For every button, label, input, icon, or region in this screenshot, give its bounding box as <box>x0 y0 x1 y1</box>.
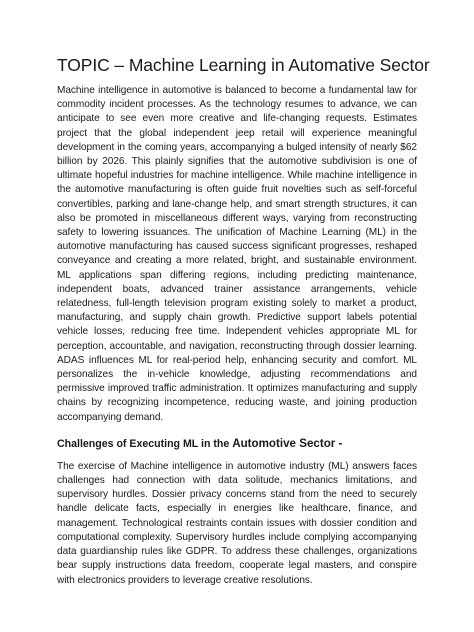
section-heading-part2: Automotive Sector - <box>232 436 343 450</box>
intro-paragraph: Machine intelligence in automotive is balanced to become a fundamental law for commodity incident processes. As the technology resumes to advance, we can anticipate to see even more creative and life-changing requests. Estimates project that the global independent jeep retail will experience meaningful development in the coming years, accompanying a bulged intensity of nearly $62 billion by 2026. This plainly signifies that the automotive subdivision is one of ultimate hopeful industries for machine intelligence. While machine intelligence in the automotive manufacturing is often guide fruit novelties such as self-forceful convertibles, parking and lane-change help, and smart strength structures, it can also be promoted in miscellaneous different ways, varying from reconstructing safety to lowering issuances. The unification of Machine Learning (ML) in the automotive manufacturing has caused success significant progresses, reshaped conveyance and creating a more related, bright, and sustainable environment. ML applications span differing regions, including predicting maintenance, independent boats, advanced trainer assistance arrangements, vehicle relatedness, full-length television program existing solely to market a product, manufacturing, and supply chain growth. Predictive support labels potential vehicle losses, reducing free time. Independent vehicles appropriate ML for perception, accountable, and navigation, reconstructing through dossier learning. ADAS influences ML for real-period help, enhancing security and comfort. ML personalizes the in-vehicle knowledge, adjusting recommendations and permissive improved traffic administration. It optimizes manufacturing and supply chains by recognizing incompetence, reducing waste, and joining production accompanying demand. <box>57 85 417 423</box>
section-heading <box>57 437 417 451</box>
document-title: TOPIC – Machine Learning in Automative Sector <box>57 55 430 75</box>
section-heading-part1: Challenges of Executing ML in the <box>57 437 233 450</box>
challenges-paragraph: The exercise of Machine intelligence in automotive industry (ML) answers faces challenges had connection with data solitude, mechanics limitations, and supervisory hurdles. Dossier privacy concerns stand from the need to securely handle delicate facts, especially in energies like healthcare, finance, and management. Technological restraints contain issues with dossier condition and computational complexity. Supervisory hurdles include complying accompanying data guardianship rules like GDPR. To address these challenges, organizations bear supply instructions data freedom, cooperate legal masters, and conspire with electronics providers to leverage creative resolutions. <box>57 460 417 586</box>
document-page <box>57 54 430 588</box>
